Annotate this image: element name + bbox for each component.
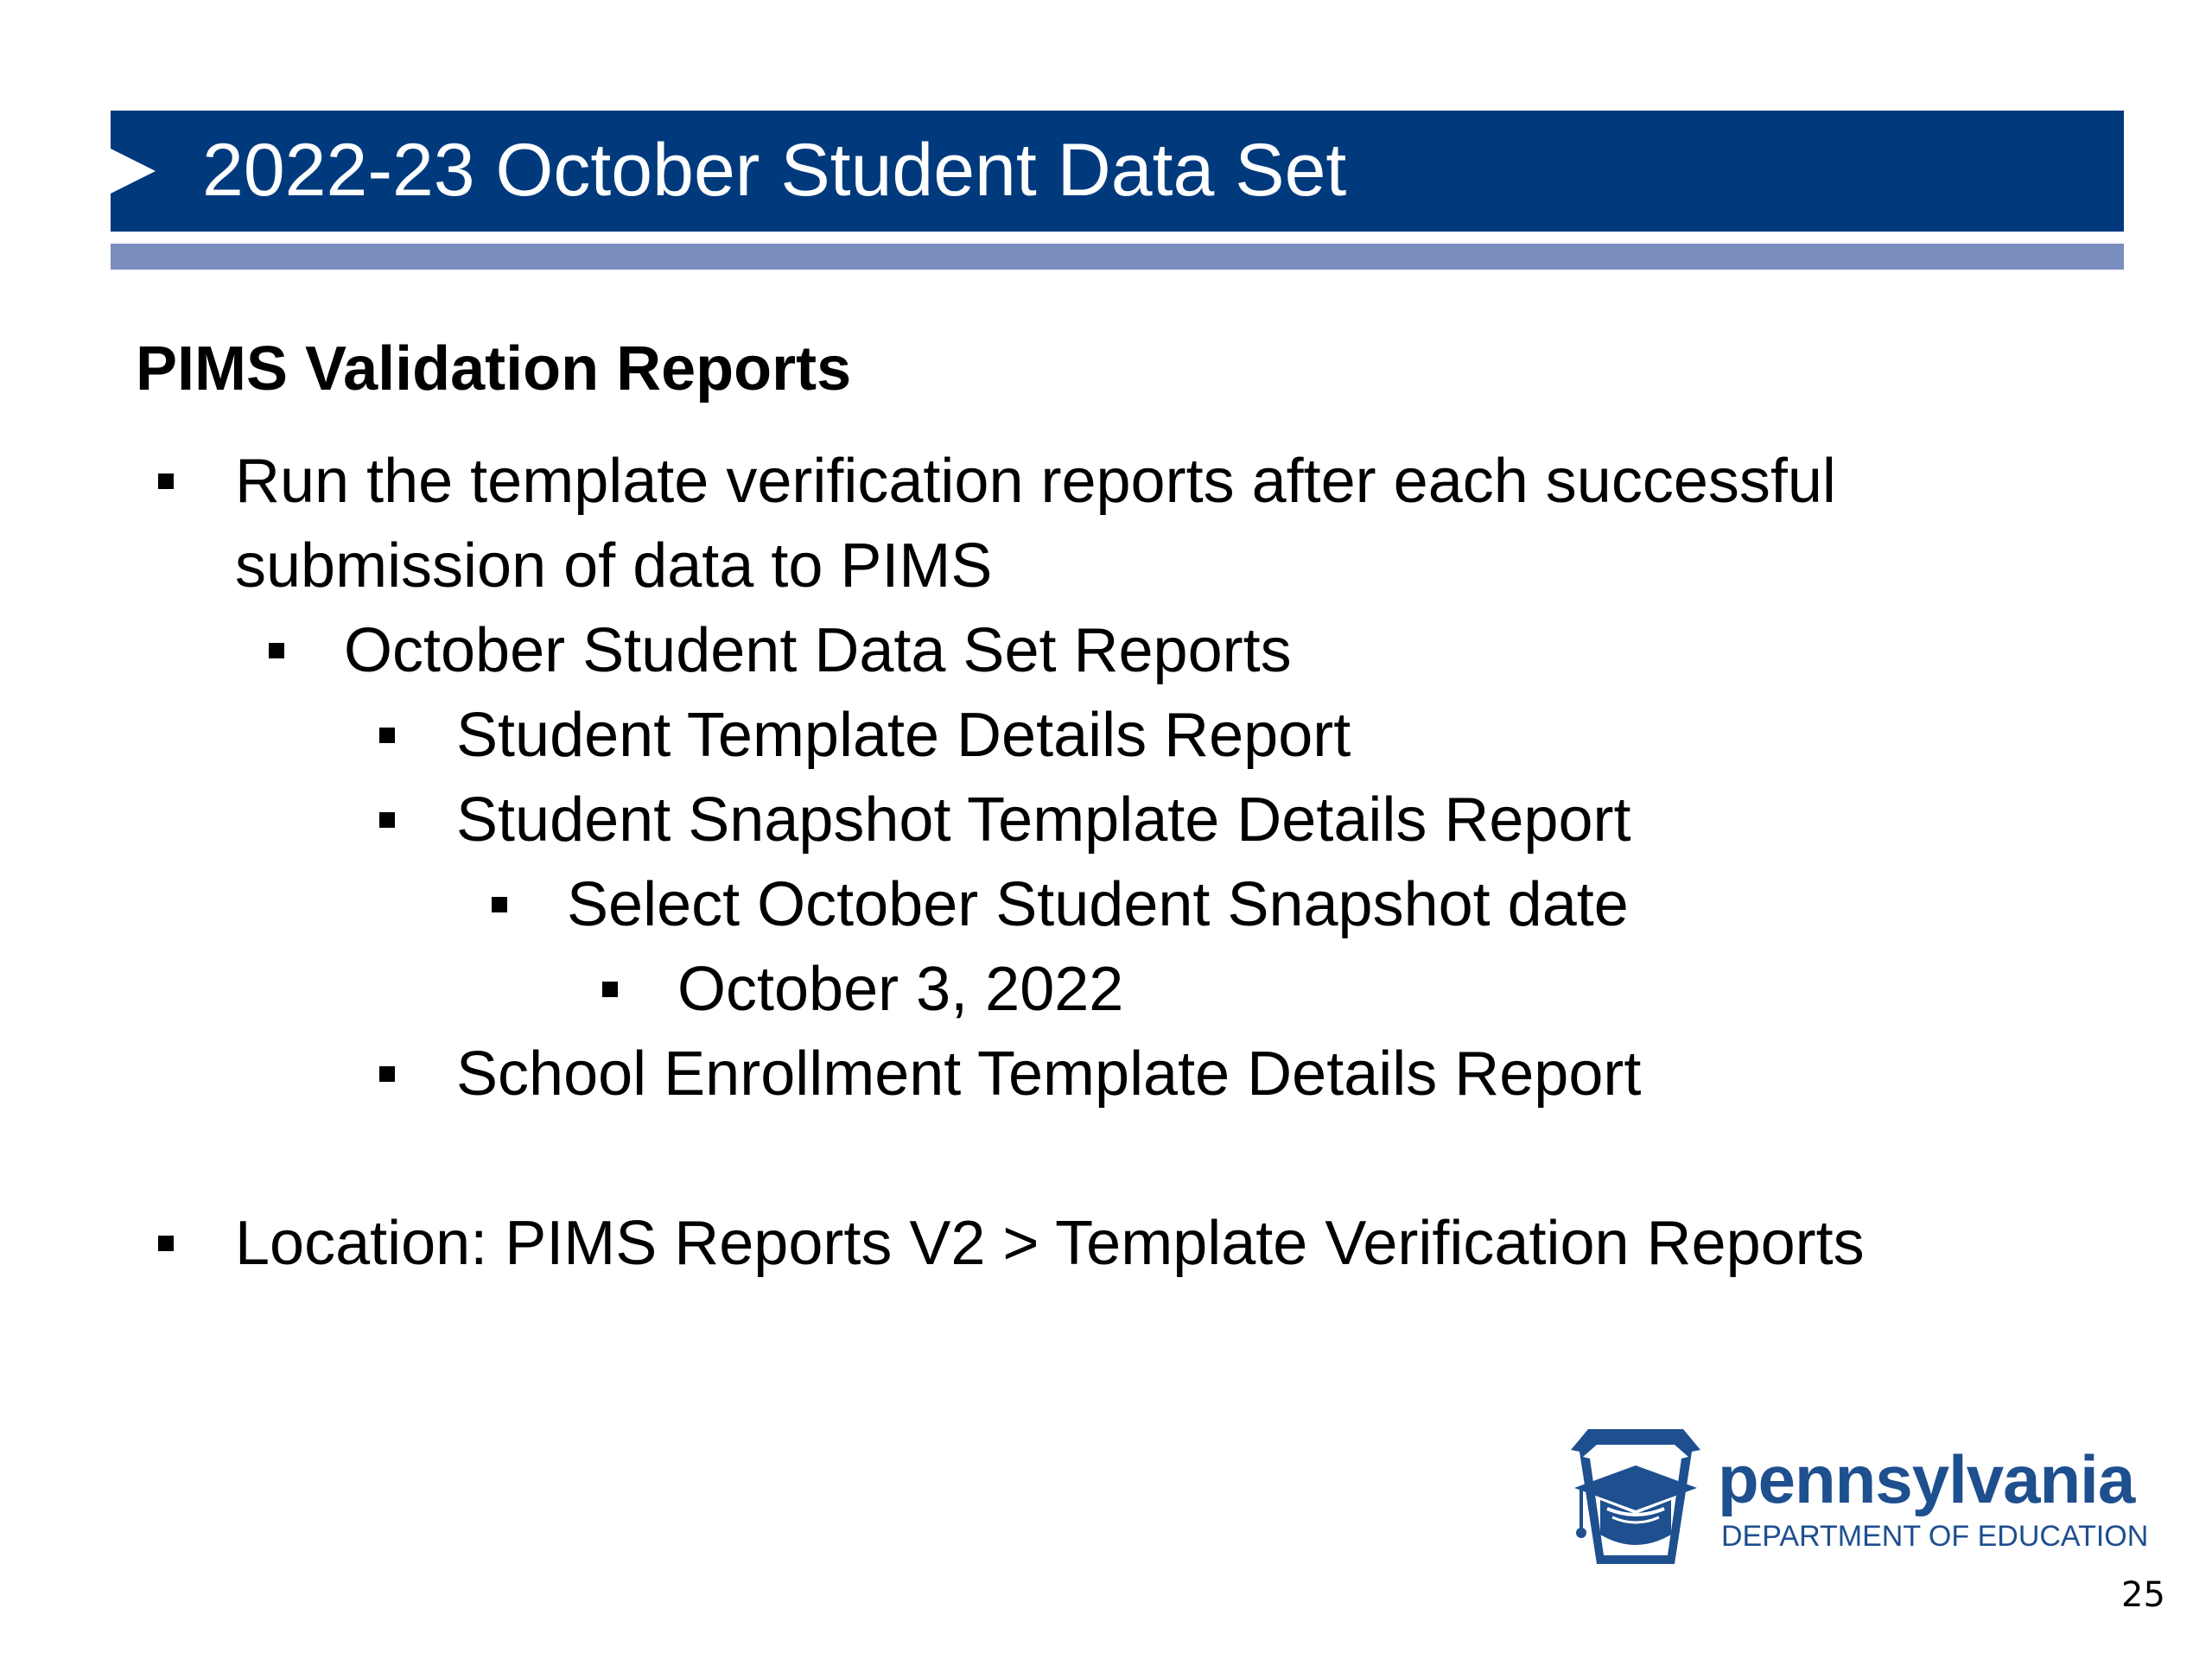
square-bullet-icon: [602, 982, 618, 997]
arrow-icon: [111, 149, 156, 194]
bullet-text: Run the template verification reports after each successful: [235, 447, 1836, 516]
bullet-text: submission of data to PIMS: [235, 531, 993, 601]
title-underline: [111, 244, 2124, 270]
logo-subtitle: DEPARTMENT OF EDUCATION: [1721, 1520, 2149, 1553]
page-number: 25: [2121, 1575, 2165, 1615]
bullet-text: October Student Data Set Reports: [344, 616, 1292, 685]
square-bullet-icon: [379, 812, 395, 828]
bullet-text: Student Template Details Report: [456, 701, 1351, 770]
pa-education-logo: [1562, 1426, 2149, 1573]
square-bullet-icon: [158, 1236, 174, 1251]
square-bullet-icon: [379, 728, 395, 743]
square-bullet-icon: [492, 897, 507, 912]
bullet-text: October 3, 2022: [677, 955, 1124, 1024]
keystone-graduation-cap-icon: [1562, 1426, 1709, 1573]
bullet-text: Student Snapshot Template Details Report: [456, 785, 1631, 855]
bullet-text: Select October Student Snapshot date: [567, 870, 1629, 939]
square-bullet-icon: [269, 643, 284, 658]
logo-wordmark: pennsylvania: [1718, 1441, 2135, 1517]
title-bar: [111, 111, 2124, 232]
bullet-text: School Enrollment Template Details Report: [456, 1039, 1642, 1109]
bullet-text: Location: PIMS Reports V2 > Template Verification Reports: [235, 1209, 1865, 1278]
slide-title: 2022-23 October Student Data Set: [202, 129, 1347, 212]
section-heading: PIMS Validation Reports: [136, 334, 852, 404]
square-bullet-icon: [379, 1066, 395, 1082]
square-bullet-icon: [158, 474, 174, 489]
